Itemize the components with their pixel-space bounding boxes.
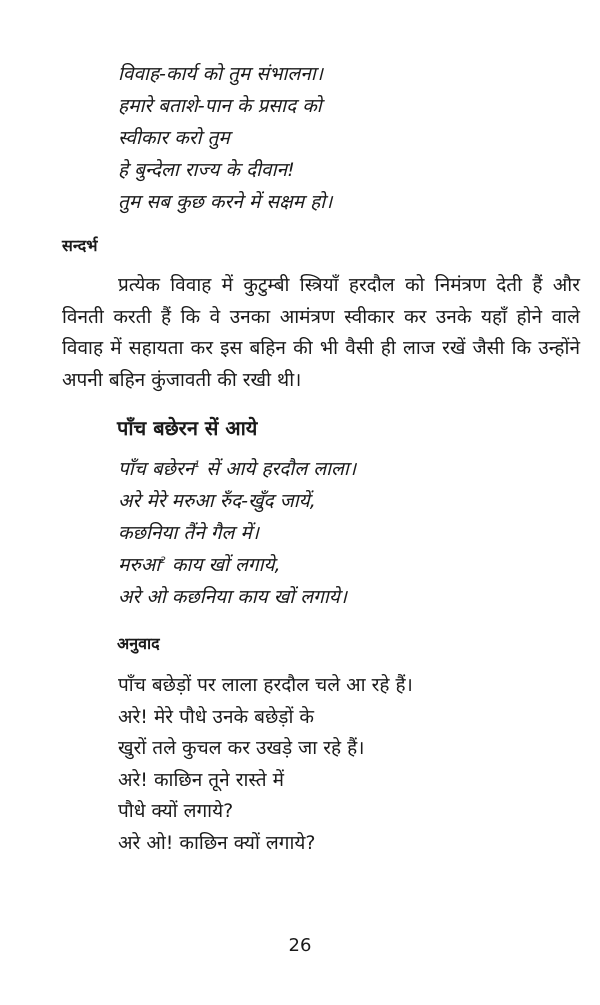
song-line-4-text: मरुआ: [118, 554, 161, 576]
translation-line: पौधे क्यों लगाये?: [118, 800, 234, 822]
context-paragraph: प्रत्येक विवाह में कुटुम्बी स्त्रियाँ हरदौल को निमंत्रण देती हैं और विनती करती हैं कि वे उनका आमंत्रण स्वीकार कर उनके यहाँ होने वाले विवाह में सहायता कर इस बहिन की भी वैसी ही लाज रखें जैसी कि उन्होंने अपनी बहिन कुंजावती की रखी थी।: [62, 274, 580, 391]
translation-line: अरे! मेरे पौधे उनके बछेड़ों के: [118, 705, 315, 728]
page-number: 26: [288, 935, 312, 956]
footnote-marker-2: 2: [160, 556, 166, 566]
verse-line: हे बुन्देला राज्य के दीवान!: [118, 159, 295, 181]
verse-block-1: [118, 58, 332, 218]
verse-line: स्वीकार करो तुम: [118, 127, 230, 149]
translation-line: अरे ओ! काछिन क्यों लगाये?: [118, 831, 316, 854]
footnote-marker-1: 1: [194, 460, 201, 470]
translation-line: पाँच बछेड़ों पर लाला हरदौल चले आ रहे हैं।: [118, 674, 413, 696]
song-line-1-text: पाँच बछेरन: [118, 458, 195, 480]
verse-line: विवाह-कार्य को तुम संभालना।: [118, 63, 323, 85]
song-line-3: कछनिया तैंने गैल में।: [118, 522, 259, 544]
translation-heading: अनुवाद: [117, 634, 160, 653]
song-line-4-rest: काय खों लगाये,: [165, 554, 281, 576]
song-verse: [118, 453, 356, 613]
song-line-1-rest: सें आये हरदौल लाला।: [200, 458, 357, 480]
song-line-4: [118, 549, 356, 581]
song-line-1: [118, 453, 356, 485]
song-line-5: अरे ओ कछनिया काय खों लगाये।: [118, 586, 347, 608]
song-line-2: अरे मेरे मरुआ रुँद-खुँद जायें,: [118, 490, 316, 512]
translation-line: खुरों तले कुचल कर उखड़े जा रहे हैं।: [118, 737, 365, 759]
verse-line: तुम सब कुछ करने में सक्षम हो।: [118, 191, 333, 213]
verse-line: हमारे बताशे-पान के प्रसाद को: [118, 95, 322, 117]
context-heading: सन्दर्भ: [62, 236, 98, 255]
song-title: पाँच बछेरन सें आये: [117, 416, 258, 440]
translation-block: [118, 670, 413, 859]
translation-line: अरे! काछिन तूने रास्ते में: [118, 768, 285, 791]
